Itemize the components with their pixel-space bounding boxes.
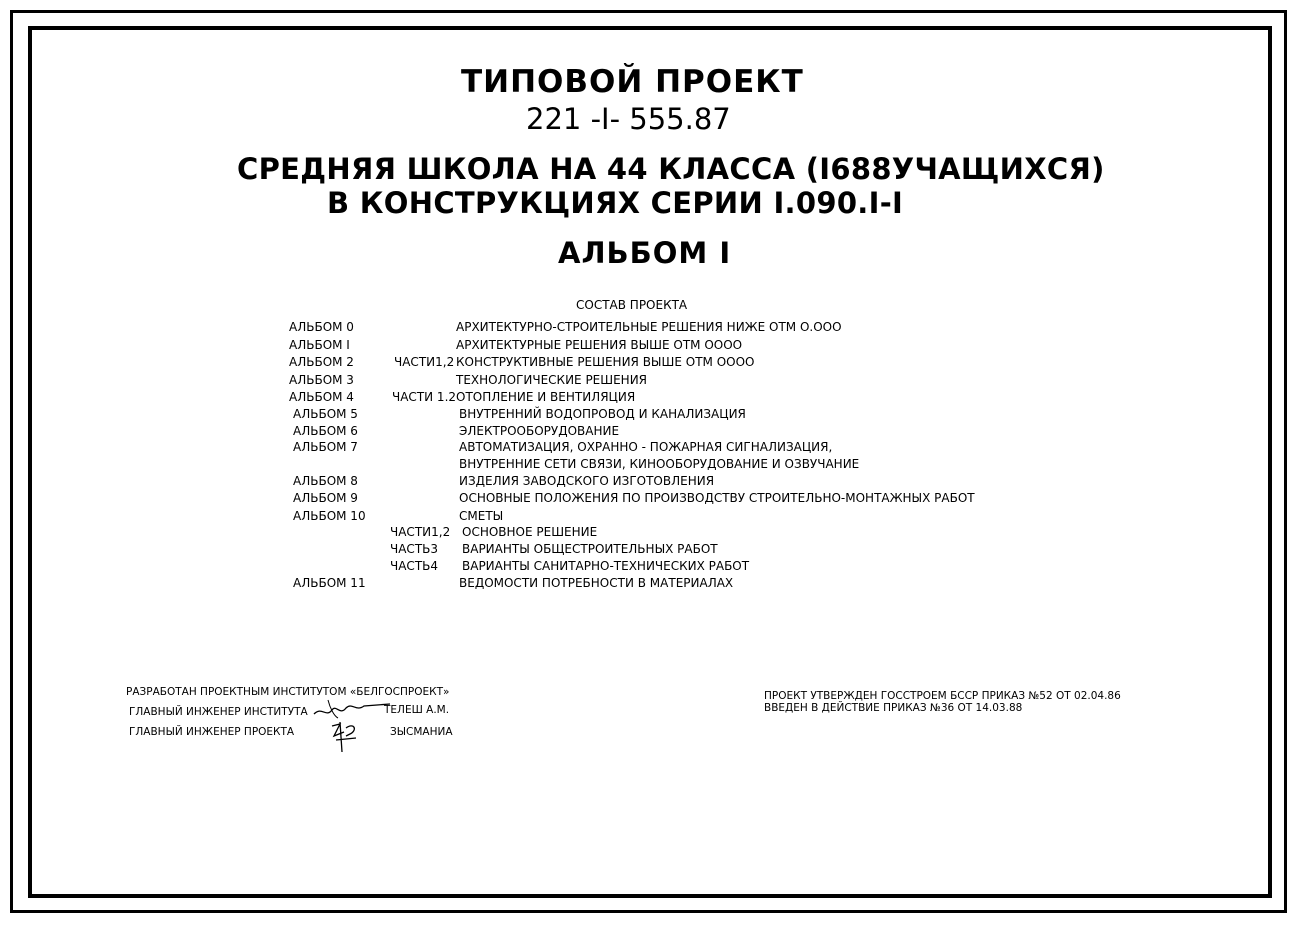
- album-label: АЛЬБОМ I: [289, 338, 350, 352]
- album-label: АЛЬБОМ 11: [293, 576, 366, 590]
- album-description: ВНУТРЕННИЙ ВОДОПРОВОД И КАНАЛИЗАЦИЯ: [459, 407, 746, 421]
- doc-type-title: ТИПОВОЙ ПРОЕКТ: [461, 64, 804, 100]
- album-label: АЛЬБОМ 4: [289, 390, 354, 404]
- album-label: АЛЬБОМ 9: [293, 491, 358, 505]
- album-title: АЛЬБОМ I: [558, 236, 732, 270]
- developer-line: РАЗРАБОТАН ПРОЕКТНЫМ ИНСТИТУТОМ «БЕЛГОСПРОЕКТ»: [126, 686, 450, 698]
- album-description: АРХИТЕКТУРНЫЕ РЕШЕНИЯ ВЫШЕ ОТМ ОООО: [456, 338, 743, 352]
- signature-project: [326, 718, 366, 754]
- part-label: ЧАСТЬ3: [390, 542, 439, 556]
- album-label: АЛЬБОМ 8: [293, 474, 358, 488]
- album-label: АЛЬБОМ 7: [293, 440, 358, 454]
- album-description: ОСНОВНОЕ РЕШЕНИЕ: [462, 525, 598, 539]
- album-label: АЛЬБОМ 2: [289, 355, 354, 369]
- chief-engineer-project-label: ГЛАВНЫЙ ИНЖЕНЕР ПРОЕКТА: [129, 726, 295, 738]
- album-description: ЭЛЕКТРООБОРУДОВАНИЕ: [459, 424, 620, 438]
- album-description: ВАРИАНТЫ САНИТАРНО-ТЕХНИЧЕСКИХ РАБОТ: [462, 559, 750, 573]
- part-label: ЧАСТИ 1.2: [392, 390, 457, 404]
- album-label: АЛЬБОМ 5: [293, 407, 358, 421]
- album-description: ТЕХНОЛОГИЧЕСКИЕ РЕШЕНИЯ: [456, 373, 648, 387]
- album-label: АЛЬБОМ 10: [293, 509, 366, 523]
- enactment-line: ВВЕДЕН В ДЕЙСТВИЕ ПРИКАЗ №36 ОТ 14.03.88: [764, 702, 1023, 714]
- chief-engineer-institute-label: ГЛАВНЫЙ ИНЖЕНЕР ИНСТИТУТА: [129, 706, 308, 718]
- part-label: ЧАСТИ1,2: [394, 355, 455, 369]
- album-description: ВАРИАНТЫ ОБЩЕСТРОИТЕЛЬНЫХ РАБОТ: [462, 542, 718, 556]
- album-description: ВНУТРЕННИЕ СЕТИ СВЯЗИ, КИНООБОРУДОВАНИЕ И ОЗВУЧАНИЕ: [459, 457, 860, 471]
- album-description: АРХИТЕКТУРНО-СТРОИТЕЛЬНЫЕ РЕШЕНИЯ НИЖЕ ОТМ О.ООО: [456, 320, 842, 334]
- chief-engineer-institute-name: ТЕЛЕШ А.М.: [384, 704, 450, 716]
- album-label: АЛЬБОМ 0: [289, 320, 354, 334]
- album-description: ОСНОВНЫЕ ПОЛОЖЕНИЯ ПО ПРОИЗВОДСТВУ СТРОИТЕЛЬНО-МОНТАЖНЫХ РАБОТ: [459, 491, 975, 505]
- album-description: АВТОМАТИЗАЦИЯ, ОХРАННО - ПОЖАРНАЯ СИГНАЛИЗАЦИЯ,: [459, 440, 833, 454]
- project-number: 221 -I- 555.87: [526, 102, 731, 136]
- chief-engineer-project-name: ЗЫСМАНИА: [390, 726, 453, 738]
- part-label: ЧАСТЬ4: [390, 559, 439, 573]
- composition-title: СОСТАВ ПРОЕКТА: [576, 298, 688, 312]
- part-label: ЧАСТИ1,2: [390, 525, 451, 539]
- approval-line: ПРОЕКТ УТВЕРЖДЕН ГОССТРОЕМ БССР ПРИКАЗ №52 ОТ 02.04.86: [764, 690, 1121, 702]
- album-description: СМЕТЫ: [459, 509, 504, 523]
- project-series: В КОНСТРУКЦИЯХ СЕРИИ I.090.I-I: [327, 186, 904, 220]
- project-name: СРЕДНЯЯ ШКОЛА НА 44 КЛАССА (I688УЧАЩИХСЯ): [237, 152, 1105, 186]
- album-description: ОТОПЛЕНИЕ И ВЕНТИЛЯЦИЯ: [456, 390, 636, 404]
- album-description: ИЗДЕЛИЯ ЗАВОДСКОГО ИЗГОТОВЛЕНИЯ: [459, 474, 715, 488]
- album-description: ВЕДОМОСТИ ПОТРЕБНОСТИ В МАТЕРИАЛАХ: [459, 576, 734, 590]
- album-label: АЛЬБОМ 6: [293, 424, 358, 438]
- album-label: АЛЬБОМ 3: [289, 373, 354, 387]
- album-description: КОНСТРУКТИВНЫЕ РЕШЕНИЯ ВЫШЕ ОТМ ОООО: [456, 355, 755, 369]
